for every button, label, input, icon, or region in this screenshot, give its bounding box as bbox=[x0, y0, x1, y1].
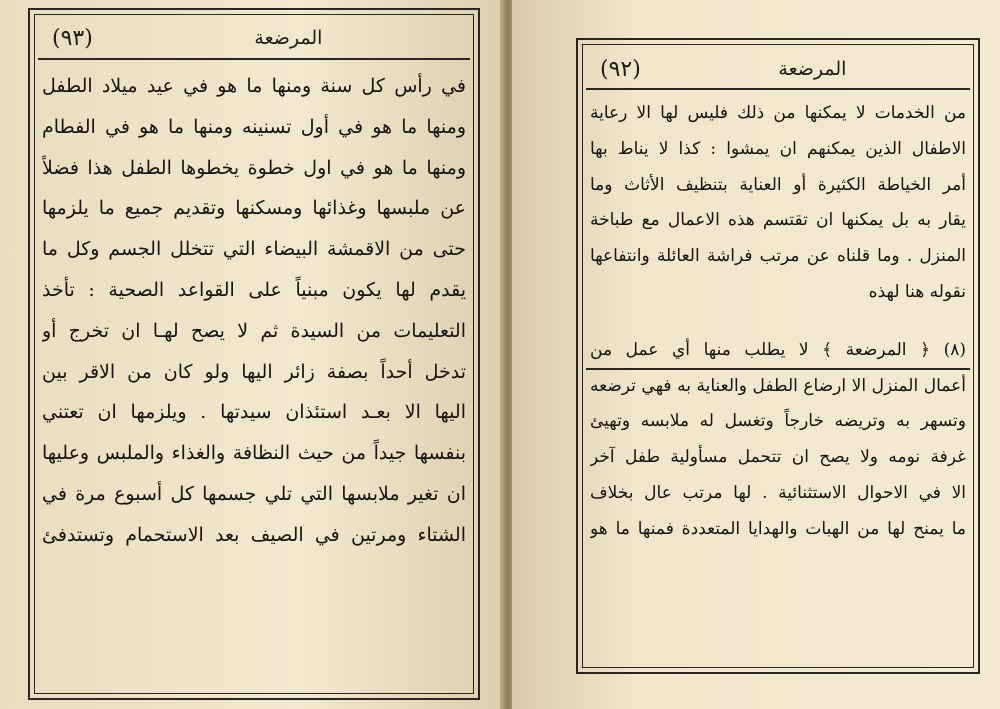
section-heading-line: (٨) ﴿ المرضعة ﴾ لا يطلب منها أي عمل من bbox=[590, 339, 966, 360]
text-line: غرفة نومه ولا يصح ان تتحمل مسأولية طفل آخر bbox=[590, 447, 966, 468]
right-page-header bbox=[586, 52, 970, 86]
text-line: الاطفال الذين يمكنهم ان يمشوا : كذا لا يناط بها bbox=[590, 138, 966, 159]
text-line: التعليمات من السيدة ثم لا يصح لهـا ان تخرج أو bbox=[42, 319, 466, 342]
left-page-header bbox=[38, 20, 470, 56]
text-line: يقار به بل يمكنها ان تقتسم هذه الاعمال مع طباخة bbox=[590, 210, 966, 231]
text-line: بنفسها جيداً من حيث النظافة والغذاء والملبس وعليها bbox=[42, 442, 466, 465]
right-header-rule bbox=[586, 88, 970, 90]
right-page-body bbox=[590, 96, 966, 548]
left-page-frame bbox=[28, 8, 480, 700]
text-line: عن ملبسها وغذائها ومسكنها وتقديم جميع ما يلزمها bbox=[42, 197, 466, 220]
left-header-rule bbox=[38, 58, 470, 60]
text-line: وتسهر به وتريضه خارجاً وتغسل له ملابسه وتهيئ bbox=[590, 411, 966, 432]
text-line: ومنها ما هو في أول تسنينه ومنها ما هو في الفطام bbox=[42, 115, 466, 138]
text-line: الشتاء ومرتين في الصيف بعد الاستحمام وتستدفئ bbox=[42, 523, 466, 546]
section-divider bbox=[586, 368, 970, 370]
text-line: يقدم لها يكون مبنياً على القواعد الصحية : تأخذ bbox=[42, 278, 466, 301]
right-page-frame bbox=[576, 38, 980, 674]
left-page-title: المرضعة bbox=[254, 27, 323, 49]
text-line: ان تغير ملابسها التي تلي جسمها كل أسبوع مرة في bbox=[42, 482, 466, 505]
text-line: ومنها ما هو في اول خطوة يخطوها الطفل هذا فضلاً bbox=[42, 156, 466, 179]
text-line: الا في الاحوال الاستثنائية . لها مرتب عال بخلاف bbox=[590, 482, 966, 503]
right-page-number: (٩٢) bbox=[600, 56, 641, 82]
text-line: أمر الخياطة الكثيرة أو العناية بتنظيف الأثاث وما bbox=[590, 174, 966, 195]
text-line: من الخدمات لا يمكنها من ذلك فليس لها الا رعاية bbox=[590, 103, 966, 123]
left-page-number: (٩٣) bbox=[52, 25, 93, 51]
text-line: تدخل أحداً بصفة زائر اليها ولو كان من الاقر بين bbox=[42, 360, 466, 383]
right-page-title: المرضعة bbox=[778, 58, 847, 80]
text-line: في رأس كل سنة ومنها ما هو في عيد ميلاد الطفل bbox=[42, 75, 466, 97]
text-line: حتى من الاقمشة البيضاء التي تتخلل الجسم وكل ما bbox=[42, 238, 466, 261]
left-page-body bbox=[42, 66, 466, 556]
text-line: اليها الا بعـد استئذان سيدتها . ويلزمها ان تعتني bbox=[42, 401, 466, 424]
right-page bbox=[512, 0, 1000, 709]
text-line: المنزل . وما قلناه عن مرتب فراشة العائلة وانتفاعها bbox=[590, 246, 966, 267]
text-line: أعمال المنزل الا ارضاع الطفل والعناية به فهي ترضعه bbox=[590, 375, 966, 396]
text-line: نقوله هنا لهذه bbox=[868, 281, 966, 302]
text-line: ما يمنح لها من الهبات والهدايا المتعددة فمنها ما هو bbox=[590, 518, 966, 539]
